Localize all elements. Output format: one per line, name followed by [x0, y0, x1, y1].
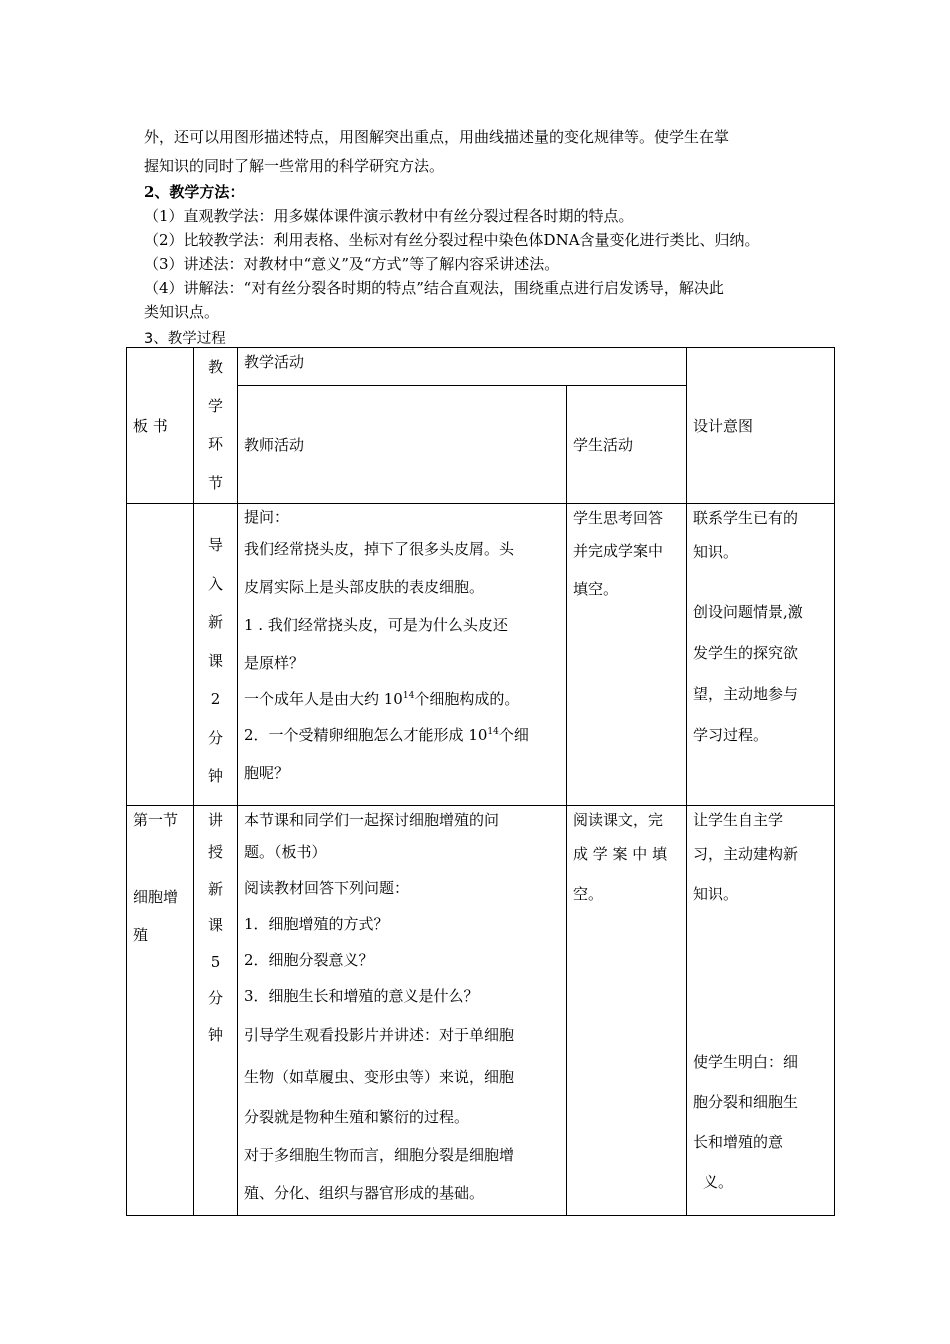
row2-design — [687, 806, 835, 1216]
process-heading: 3、教学过程 — [144, 331, 226, 347]
row2-stage-char-1: 讲 — [207, 811, 223, 829]
row2-teacher-line-9: 分裂就是物种生殖和繁衍的过程。 — [244, 1108, 470, 1126]
row2-teacher-line-3: 阅读教材回答下列问题： — [244, 879, 410, 897]
row1-stage-char-5: 2 — [210, 690, 221, 708]
row2-student-line-2: 成 学 案 中 填 — [573, 845, 668, 863]
row2-teacher-line-10: 对于多细胞生物而言，细胞分裂是细胞增 — [244, 1146, 515, 1164]
row1-student-line-2: 并完成学案中 — [573, 542, 664, 560]
row2-teacher-line-5: 2．细胞分裂意义？ — [244, 951, 374, 969]
header-stage-char-4: 节 — [207, 473, 223, 492]
row2-board-line-1: 第一节 — [133, 811, 179, 829]
method-item-1: （1）直观教学法：用多媒体课件演示教材中有丝分裂过程各时期的特点。 — [144, 207, 634, 225]
row1-student — [567, 504, 687, 806]
header-board: 板 书 — [127, 348, 194, 504]
row2-board-line-2: 细胞增 — [133, 888, 179, 906]
row1-design — [687, 504, 835, 806]
methods-heading: 2、教学方法： — [144, 183, 245, 201]
method-item-2: （2）比较教学法：利用表格、坐标对有丝分裂过程中染色体DNA含量变化进行类比、归纳。 — [144, 231, 760, 249]
row2-stage-char-4: 课 — [207, 916, 223, 934]
row1-design-line-6: 学习过程。 — [693, 726, 769, 744]
row1-teacher-line-1: 提问： — [244, 508, 290, 526]
method-item-4: （4）讲解法：“对有丝分裂各时期的特点”结合直观法，围绕重点进行启发诱导，解决此 — [144, 279, 724, 297]
row1-teacher-line-7: 2．一个受精卵细胞怎么才能形成 $10^{14}$个细 — [244, 726, 529, 744]
row2-design-line-3: 知识。 — [693, 885, 739, 903]
intro-line-2: 握知识的同时了解一些常用的科学研究方法。 — [144, 157, 445, 175]
header-stage-char-2: 学 — [207, 396, 223, 415]
row2-student-line-1: 阅读课文，完 — [573, 811, 664, 829]
row2-board — [127, 806, 194, 1216]
row2-stage-char-7: 钟 — [207, 1025, 223, 1044]
row2-teacher-line-1: 本节课和同学们一起探讨细胞增殖的问 — [244, 811, 500, 829]
row2-board-line-3: 殖 — [133, 926, 149, 944]
header-activities: 教学活动 — [238, 348, 687, 386]
row1-stage-char-7: 钟 — [207, 767, 223, 785]
header-design: 设计意图 — [687, 348, 835, 504]
row2-teacher-line-4: 1．细胞增殖的方式？ — [244, 915, 389, 933]
row1-design-line-5: 望，主动地参与 — [693, 685, 799, 703]
row2-design-line-7: 义。 — [703, 1173, 734, 1191]
row2-stage — [194, 806, 238, 1216]
row2-stage-char-3: 新 — [207, 879, 223, 898]
row1-design-line-3: 创设问题情景,激 — [693, 603, 803, 621]
row2-design-line-2: 习，主动建构新 — [693, 845, 799, 863]
row1-design-line-4: 发学生的探究欲 — [693, 644, 799, 662]
row1-board — [127, 504, 194, 806]
method-item-5: 类知识点。 — [144, 303, 220, 321]
row1-stage-char-2: 入 — [207, 574, 223, 593]
row2-stage-char-6: 分 — [207, 989, 223, 1007]
row1-student-line-1: 学生思考回答 — [573, 509, 664, 527]
row2-student-line-3: 空。 — [573, 885, 604, 903]
row1-design-line-2: 知识。 — [693, 543, 739, 561]
row2-teacher-line-7: 引导学生观看投影片并讲述：对于单细胞 — [244, 1026, 515, 1044]
row1-stage — [194, 504, 238, 806]
header-stage-char-3: 环 — [207, 435, 223, 453]
row1-stage-char-6: 分 — [207, 728, 223, 747]
row2-teacher — [238, 806, 567, 1216]
row2-teacher-line-11: 殖、分化、组织与器官形成的基础。 — [244, 1184, 485, 1202]
teaching-process-table — [126, 347, 835, 1216]
row2-student — [567, 806, 687, 1216]
row1-stage-char-3: 新 — [207, 613, 223, 631]
row1-teacher-line-2: 我们经常挠头皮，掉下了很多头皮屑。头 — [244, 540, 515, 558]
header-teacher: 教师活动 — [238, 386, 567, 504]
header-student: 学生活动 — [567, 386, 687, 504]
row2-teacher-line-6: 3．细胞生长和增殖的意义是什么？ — [244, 987, 479, 1005]
row2-design-line-1: 让学生自主学 — [693, 811, 784, 829]
row1-teacher-line-8: 胞呢？ — [244, 764, 290, 782]
row2-design-line-6: 长和增殖的意 — [693, 1133, 784, 1151]
row1-design-line-1: 联系学生已有的 — [693, 509, 799, 527]
row1-teacher-line-4: 1 . 我们经常挠头皮，可是为什么头皮还 — [244, 616, 508, 634]
row1-stage-char-4: 课 — [207, 651, 223, 670]
row1-stage-char-1: 导 — [207, 536, 223, 554]
header-stage — [194, 348, 238, 504]
row2-design-line-5: 胞分裂和细胞生 — [693, 1093, 799, 1111]
row1-student-line-3: 填空。 — [573, 580, 619, 598]
row1-teacher — [238, 504, 567, 806]
row2-design-line-4: 使学生明白：细 — [693, 1053, 799, 1071]
row1-teacher-line-6: 一个成年人是由大约 $10^{14}$个细胞构成的。 — [244, 690, 520, 708]
row1-teacher-line-5: 是原样？ — [244, 654, 305, 672]
header-stage-char-1: 教 — [207, 358, 223, 376]
row2-teacher-line-2: 题。（板书） — [244, 843, 327, 861]
intro-line-1: 外，还可以用图形描述特点，用图解突出重点，用曲线描述量的变化规律等。使学生在掌 — [144, 128, 730, 146]
row1-teacher-line-3: 皮屑实际上是头部皮肤的表皮细胞。 — [244, 578, 485, 596]
row2-stage-char-2: 授 — [207, 843, 223, 861]
row2-stage-char-5: 5 — [210, 952, 221, 971]
row2-teacher-line-8: 生物（如草履虫、变形虫等）来说，细胞 — [244, 1068, 515, 1086]
method-item-3: （3）讲述法：对教材中“意义”及“方式”等了解内容采讲述法。 — [144, 255, 560, 273]
